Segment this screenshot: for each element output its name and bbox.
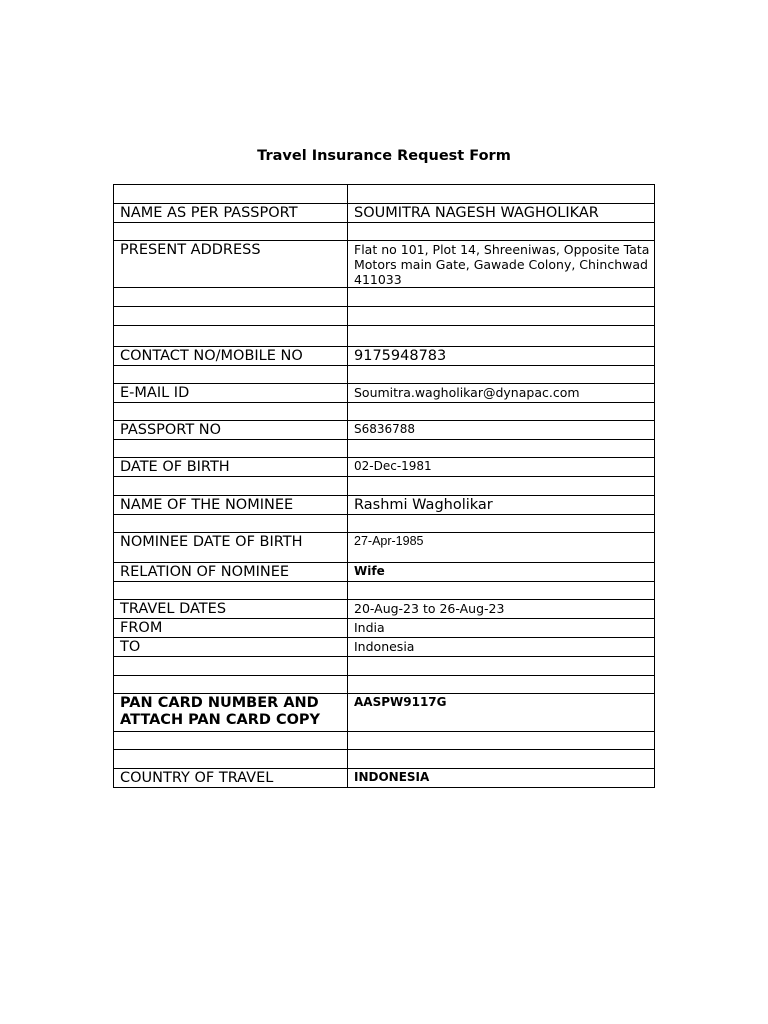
label-passport: PASSPORT NO — [114, 421, 348, 440]
value-email: Soumitra.wagholikar@dynapac.com — [348, 384, 655, 403]
form-title: Travel Insurance Request Form — [257, 148, 511, 164]
row-dob — [114, 458, 655, 477]
value-from: India — [348, 619, 655, 638]
blank-row — [114, 657, 655, 676]
row-passport — [114, 421, 655, 440]
value-country: INDONESIA — [348, 769, 655, 788]
blank-row — [114, 732, 655, 750]
blank-row — [114, 440, 655, 458]
value-name: SOUMITRA NAGESH WAGHOLIKAR — [348, 204, 655, 223]
blank-row — [114, 223, 655, 241]
row-nominee-dob — [114, 533, 655, 563]
value-contact: 9175948783 — [348, 347, 655, 366]
value-dob: 02-Dec-1981 — [348, 458, 655, 477]
label-travel-dates: TRAVEL DATES — [114, 600, 348, 619]
blank-row — [114, 185, 655, 204]
label-from: FROM — [114, 619, 348, 638]
blank-row — [114, 288, 655, 307]
value-nominee-dob: 27-Apr-1985 — [348, 533, 655, 563]
value-passport: S6836788 — [348, 421, 655, 440]
label-nominee-dob: NOMINEE DATE OF BIRTH — [114, 533, 348, 563]
row-from — [114, 619, 655, 638]
blank-row — [114, 403, 655, 421]
row-email — [114, 384, 655, 403]
label-country: COUNTRY OF TRAVEL — [114, 769, 348, 788]
insurance-form-table — [113, 184, 655, 788]
row-name — [114, 204, 655, 223]
blank-row — [114, 307, 655, 326]
row-nominee — [114, 496, 655, 515]
label-to: TO — [114, 638, 348, 657]
blank-row — [114, 326, 655, 347]
value-to: Indonesia — [348, 638, 655, 657]
blank-row — [114, 582, 655, 600]
row-relation — [114, 563, 655, 582]
blank-row — [114, 750, 655, 769]
label-pan: PAN CARD NUMBER AND ATTACH PAN CARD COPY — [114, 694, 348, 732]
value-relation: Wife — [348, 563, 655, 582]
label-nominee: NAME OF THE NOMINEE — [114, 496, 348, 515]
row-to — [114, 638, 655, 657]
value-address: Flat no 101, Plot 14, Shreeniwas, Opposite Tata Motors main Gate, Gawade Colony, Chinchwad 411033 — [348, 241, 655, 288]
row-country — [114, 769, 655, 788]
label-name: NAME AS PER PASSPORT — [114, 204, 348, 223]
blank-row — [114, 676, 655, 694]
label-contact: CONTACT NO/MOBILE NO — [114, 347, 348, 366]
row-travel-dates — [114, 600, 655, 619]
blank-row — [114, 366, 655, 384]
label-relation: RELATION OF NOMINEE — [114, 563, 348, 582]
label-address: PRESENT ADDRESS — [114, 241, 348, 288]
row-pan — [114, 694, 655, 732]
row-contact — [114, 347, 655, 366]
blank-row — [114, 515, 655, 533]
blank-row — [114, 477, 655, 496]
label-dob: DATE OF BIRTH — [114, 458, 348, 477]
label-email: E-MAIL ID — [114, 384, 348, 403]
row-address — [114, 241, 655, 288]
value-pan: AASPW9117G — [348, 694, 655, 732]
value-nominee: Rashmi Wagholikar — [348, 496, 655, 515]
value-travel-dates: 20-Aug-23 to 26-Aug-23 — [348, 600, 655, 619]
